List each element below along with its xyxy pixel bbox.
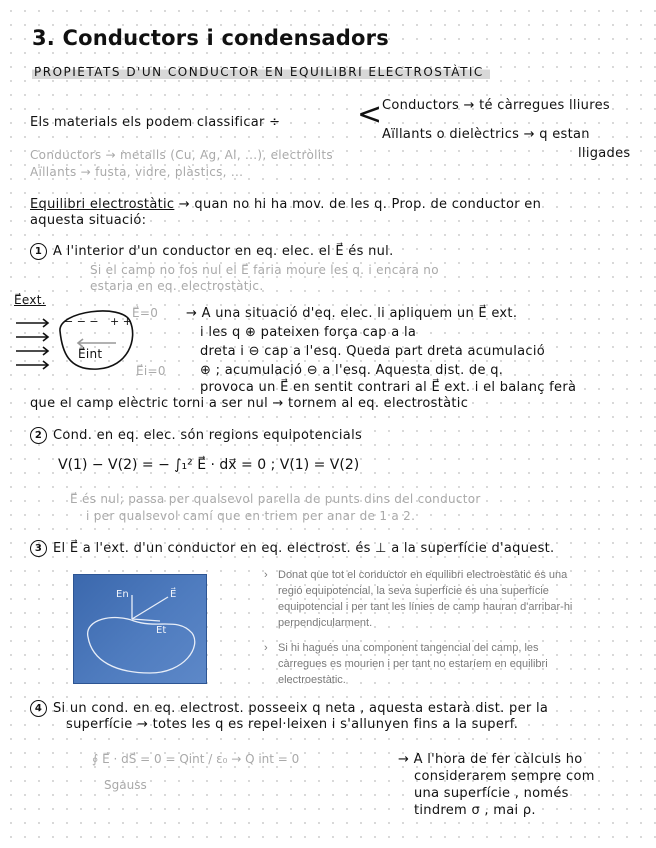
surface-field-photo: [73, 574, 207, 684]
page-title: 3. Conductors i condensadors: [32, 26, 389, 50]
point3-text: El E⃗ a l'ext. d'un conductor en eq. electrost. és ⊥ a la superfície d'aquest.: [53, 541, 555, 556]
point1-desc-2: i les q ⊕ pateixen força cap a la: [200, 325, 417, 340]
point2-grey-2: i per qualsevol camí que en triem per anar de 1 a 2.: [86, 509, 416, 523]
point4-side-4: tindrem σ , mai ρ.: [414, 803, 536, 818]
point1-desc-3: dreta i ⊖ cap a l'esq. Queda part dreta acumulació: [200, 344, 546, 359]
point1-line: [30, 243, 394, 260]
tangent-component-line: [132, 619, 160, 621]
point4-text: Si un cond. en eq. electrost. posseeix q neta , aquesta estarà dist. per la: [53, 701, 549, 716]
point2-line: [30, 427, 362, 444]
conductors-definition: Conductors → té càrregues lliures: [382, 98, 610, 113]
point1-desc-6: que el camp elèctric torni a ser nul → tornem al eq. electrostàtic: [30, 396, 469, 411]
minus-charges: − − −: [64, 315, 99, 328]
equilibri-text: → quan no hi ha mov. de les q. Prop. de conductor en: [174, 197, 542, 212]
gauss-surface-label: Sgauss: [104, 778, 147, 792]
bullet-icon: ›: [264, 569, 268, 581]
point4-formula: ∮ E⃗ · dS⃗ = 0 = Qint / ε₀ → Q int = 0: [92, 752, 300, 766]
point3-number: 3: [30, 540, 47, 557]
point1-desc-5: provoca un E⃗ en sentit contrari al E⃗ ext. i el balanç ferà: [200, 380, 577, 395]
point4-text-cont: superfície → totes les q es repel·leixen i s'allunyen fins a la superf.: [66, 717, 519, 732]
internal-field-label: E⃗int: [78, 347, 103, 361]
equilibri-line: [30, 197, 541, 212]
point4-side-1: → A l'hora de fer càlculs ho: [398, 752, 583, 767]
field-vector-line: [132, 597, 168, 619]
point1-grey-1: Si el camp no fos nul el E⃗ faria moure les q. i encara no: [90, 263, 439, 277]
note-text-2: Si hi hagués una component tangencial del camp, les càrregues es mourien i per tant no estaríem en equilibri electroestàtic.: [278, 641, 548, 686]
field-zero-label: E⃗=0: [132, 306, 159, 320]
note-item-1: [264, 568, 578, 632]
external-field-label: E⃗ext.: [14, 293, 46, 307]
aillants-definition-cont: lligades: [578, 146, 631, 161]
conductor-outline: [88, 618, 195, 673]
point4-side-2: considerarem sempre com: [414, 769, 595, 784]
surface-field-sketch: [74, 575, 206, 683]
point4-number: 4: [30, 700, 47, 717]
photo-label-en: En: [116, 589, 129, 600]
note-item-2: [264, 641, 578, 689]
aillants-examples: Aïllants → fusta, vidre, plàstics, ...: [30, 165, 244, 179]
point1-desc-4: ⊕ ; acumulació ⊖ a l'esq. Aquesta dist. de q.: [200, 363, 504, 378]
note-text-1: Donat que tot el conductor en equilibri electroestàtic és una regió equipotencial, la seva superfície és una superfície equipotencial i per tant les línies de camp hauran d'arribar-hi perpendicularment.: [278, 569, 573, 629]
brace-symbol: <: [357, 97, 383, 132]
point3-notes: [264, 568, 578, 698]
point1-number: 1: [30, 243, 47, 260]
point1-grey-2: estaria en eq. electrostàtic.: [90, 279, 264, 293]
aillants-definition: Aïllants o dielèctrics → q estan: [382, 127, 590, 142]
point4-line: [30, 700, 548, 717]
photo-label-e: E⃗: [170, 589, 177, 600]
equilibri-text-cont: aquesta situació:: [30, 213, 147, 228]
field-inside-zero-label: E⃗i=0: [136, 364, 166, 378]
point2-number: 2: [30, 427, 47, 444]
section-subtitle: PROPIETATS D'UN CONDUCTOR EN EQUILIBRI ELECTROSTÀTIC: [32, 64, 490, 80]
point3-line: [30, 540, 554, 557]
photo-label-et: Et: [156, 625, 167, 636]
classification-intro: Els materials els podem classificar ÷: [30, 115, 281, 130]
conductors-examples: Conductors → metalls (Cu, Ag, Al, ...), electròlits: [30, 148, 333, 162]
point1-text: A l'interior d'un conductor en eq. elec. el E⃗ és nul.: [53, 244, 394, 259]
point2-grey-1: E⃗ és nul; passa per qualsevol parella de punts dins del conductor: [70, 492, 481, 506]
point2-text: Cond. en eq. elec. són regions equipotencials: [53, 428, 363, 443]
plus-charges: + +: [110, 315, 132, 328]
point1-desc-1: → A una situació d'eq. elec. li apliquem un E⃗ ext.: [186, 306, 518, 321]
point4-side-3: una superfície , només: [414, 786, 569, 801]
equilibri-label: Equilibri electrostàtic: [30, 197, 175, 212]
point2-formula: V(1) − V(2) = − ∫₁² E⃗ · dx⃗ = 0 ; V(1) = V(2): [58, 457, 360, 473]
bullet-icon: ›: [264, 641, 268, 654]
